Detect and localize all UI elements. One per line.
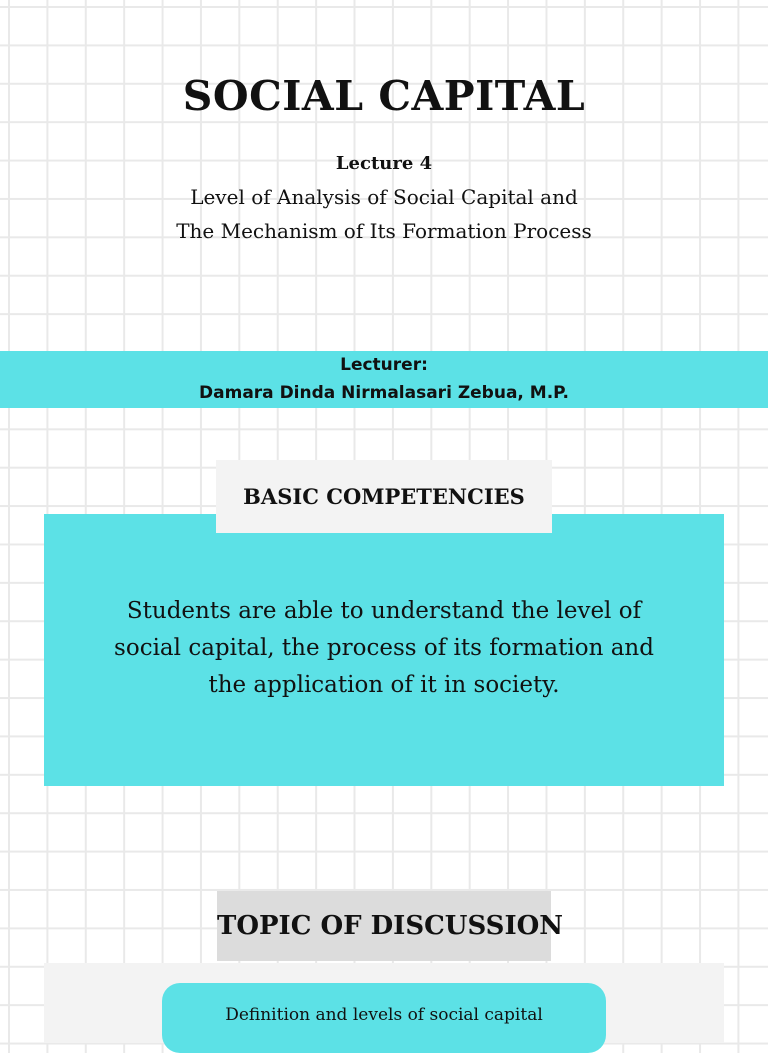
competencies-text	[60, 593, 708, 704]
competencies-line-1: Students are able to understand the level of	[126, 598, 642, 624]
lecturer-name: Damara Dinda Nirmalasari Zebua, M.P.	[199, 383, 569, 403]
topics-heading: TOPIC OF DISCUSSION	[217, 891, 551, 961]
topic-item: Definition and levels of social capital	[162, 983, 606, 1053]
competencies-heading: BASIC COMPETENCIES	[216, 460, 552, 533]
lecture-number: Lecture 4	[335, 153, 433, 174]
competencies-line-2: social capital, the process of its formation and	[114, 635, 654, 661]
lecture-subtitle	[0, 180, 768, 248]
competencies-line-3: the application of it in society.	[208, 672, 560, 698]
subtitle-line-1: Level of Analysis of Social Capital and	[190, 185, 578, 209]
lecturer-label: Lecturer:	[340, 355, 428, 375]
lecturer-banner	[0, 351, 768, 408]
page-title: SOCIAL CAPITAL	[182, 72, 586, 120]
subtitle-line-2: The Mechanism of Its Formation Process	[176, 219, 592, 243]
